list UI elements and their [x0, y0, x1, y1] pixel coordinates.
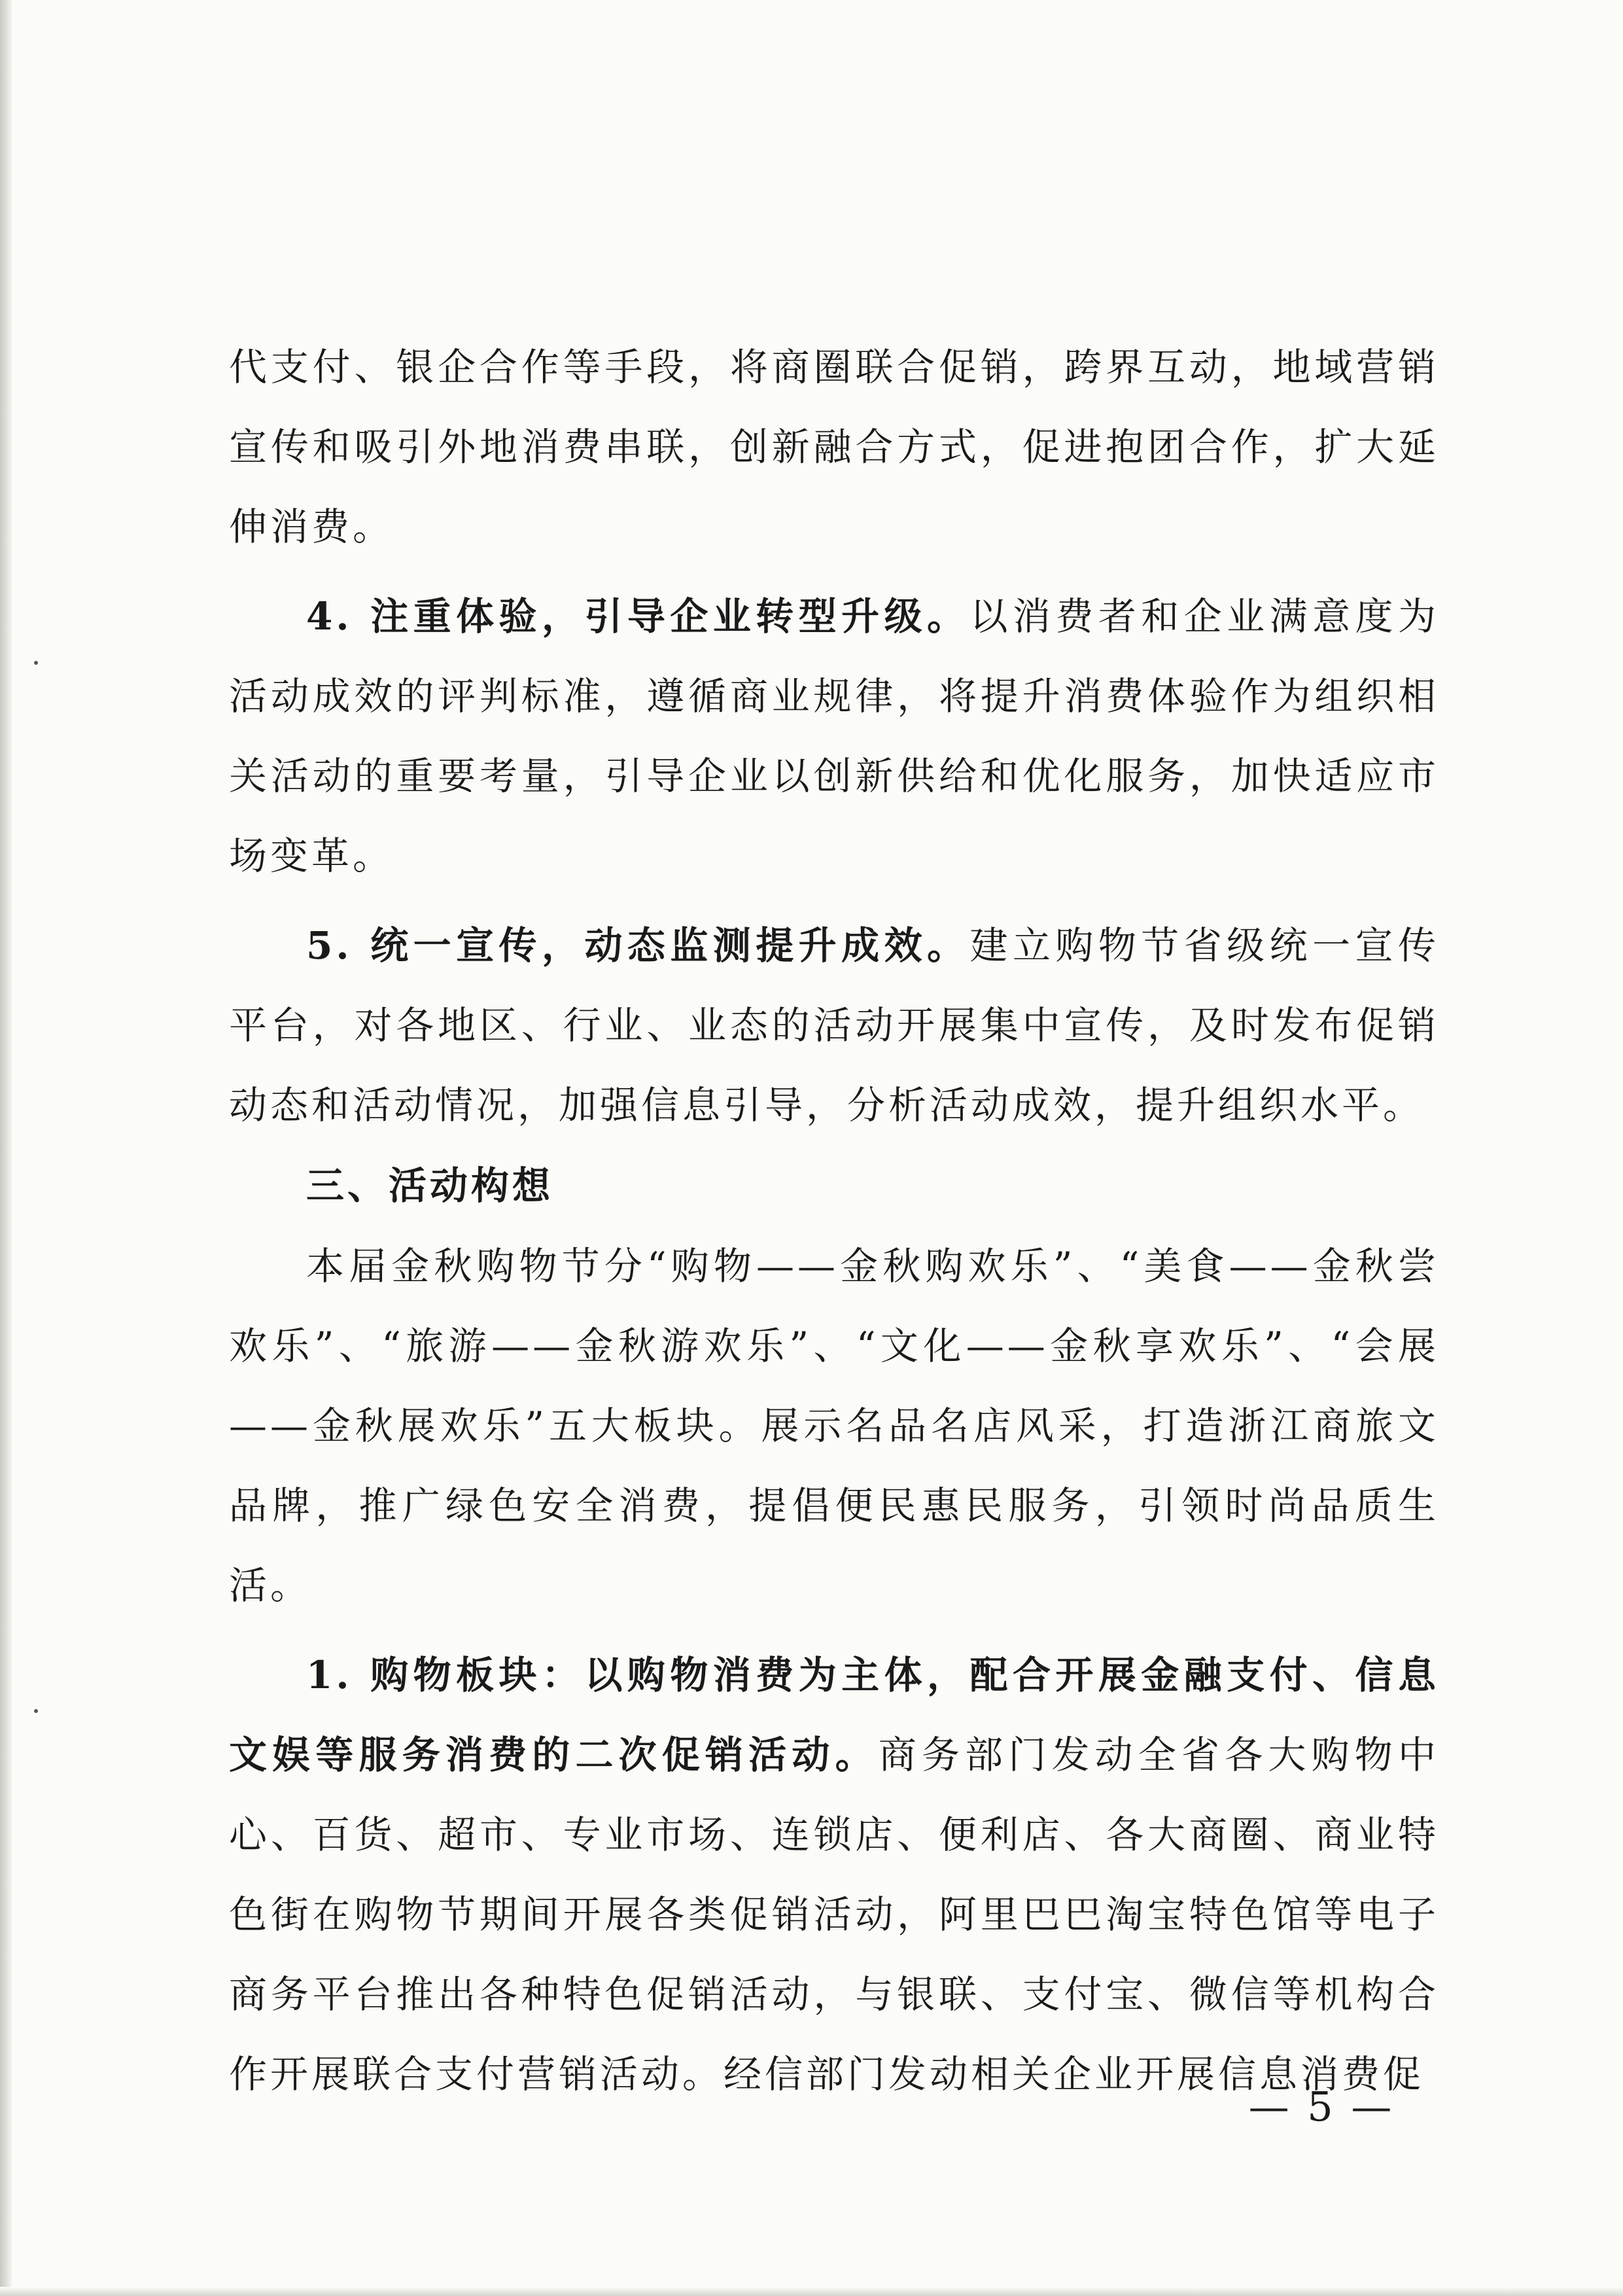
- paragraph-item-5: [229, 906, 1439, 1145]
- paragraph-lead: 4. 注重体验，引导企业转型升级。: [306, 594, 970, 639]
- paragraph-text: 建立购物节省级统一宣传平台，对各地区、行业、业态的活动开展集中宣传，及时发布促销动态和活动情况，加强信息引导，分析活动成效，提升组织水平。: [229, 923, 1439, 1127]
- paragraph-text: 商务部门发动全省各大购物中心、百货、超市、专业市场、连锁店、便利店、各大商圈、商业特色街在购物节期间开展各类促销活动，阿里巴巴淘宝特色馆等电子商务平台推出各种特色促销活动，与银联、支付宝、微信等机构合作开展联合支付营销活动。经信部门发动相关企业开展信息消费促: [229, 1733, 1439, 2096]
- paragraph-lead: 5. 统一宣传，动态监测提升成效。: [306, 923, 970, 968]
- binding-mark-bottom: [34, 1709, 38, 1713]
- paragraph-text: 本届金秋购物节分“购物——金秋购欢乐”、“美食——金秋尝欢乐”、“旅游——金秋游欢乐”、“文化——金秋享欢乐”、“会展——金秋展欢乐”五大板块。展示名品名店风采，打造浙江商旅文品牌，推广绿色安全消费，提倡便民惠民服务，引领时尚品质生活。: [229, 1244, 1439, 1608]
- section-heading: 三、活动构想: [306, 1163, 554, 1208]
- paragraph-text: 代支付、银企合作等手段，将商圈联合促销，跨界互动，地域营销宣传和吸引外地消费串联，创新融合方式，促进抱团合作，扩大延伸消费。: [229, 345, 1439, 549]
- paragraph-item-1: [229, 1635, 1439, 2114]
- scan-edge-bottom: [0, 2287, 1623, 2296]
- binding-mark-top: [34, 661, 38, 665]
- paragraph-text: 以消费者和企业满意度为活动成效的评判标准，遵循商业规律，将提升消费体验作为组织相关活动的重要考量，引导企业以创新供给和优化服务，加快适应市场变革。: [229, 594, 1439, 878]
- paragraph-overview: [229, 1226, 1439, 1625]
- paragraph-continuation: [229, 327, 1439, 567]
- scan-edge-left: [0, 0, 12, 2296]
- document-body: [229, 327, 1439, 2114]
- page-number: — 5 —: [1248, 2083, 1395, 2130]
- paragraph-item-4: [229, 576, 1439, 896]
- paragraph-lead: 1. 购物板块：以购物消费为主体，配合开展金融支付、信息文娱等服务消费的二次促销活动。: [229, 1653, 1439, 1777]
